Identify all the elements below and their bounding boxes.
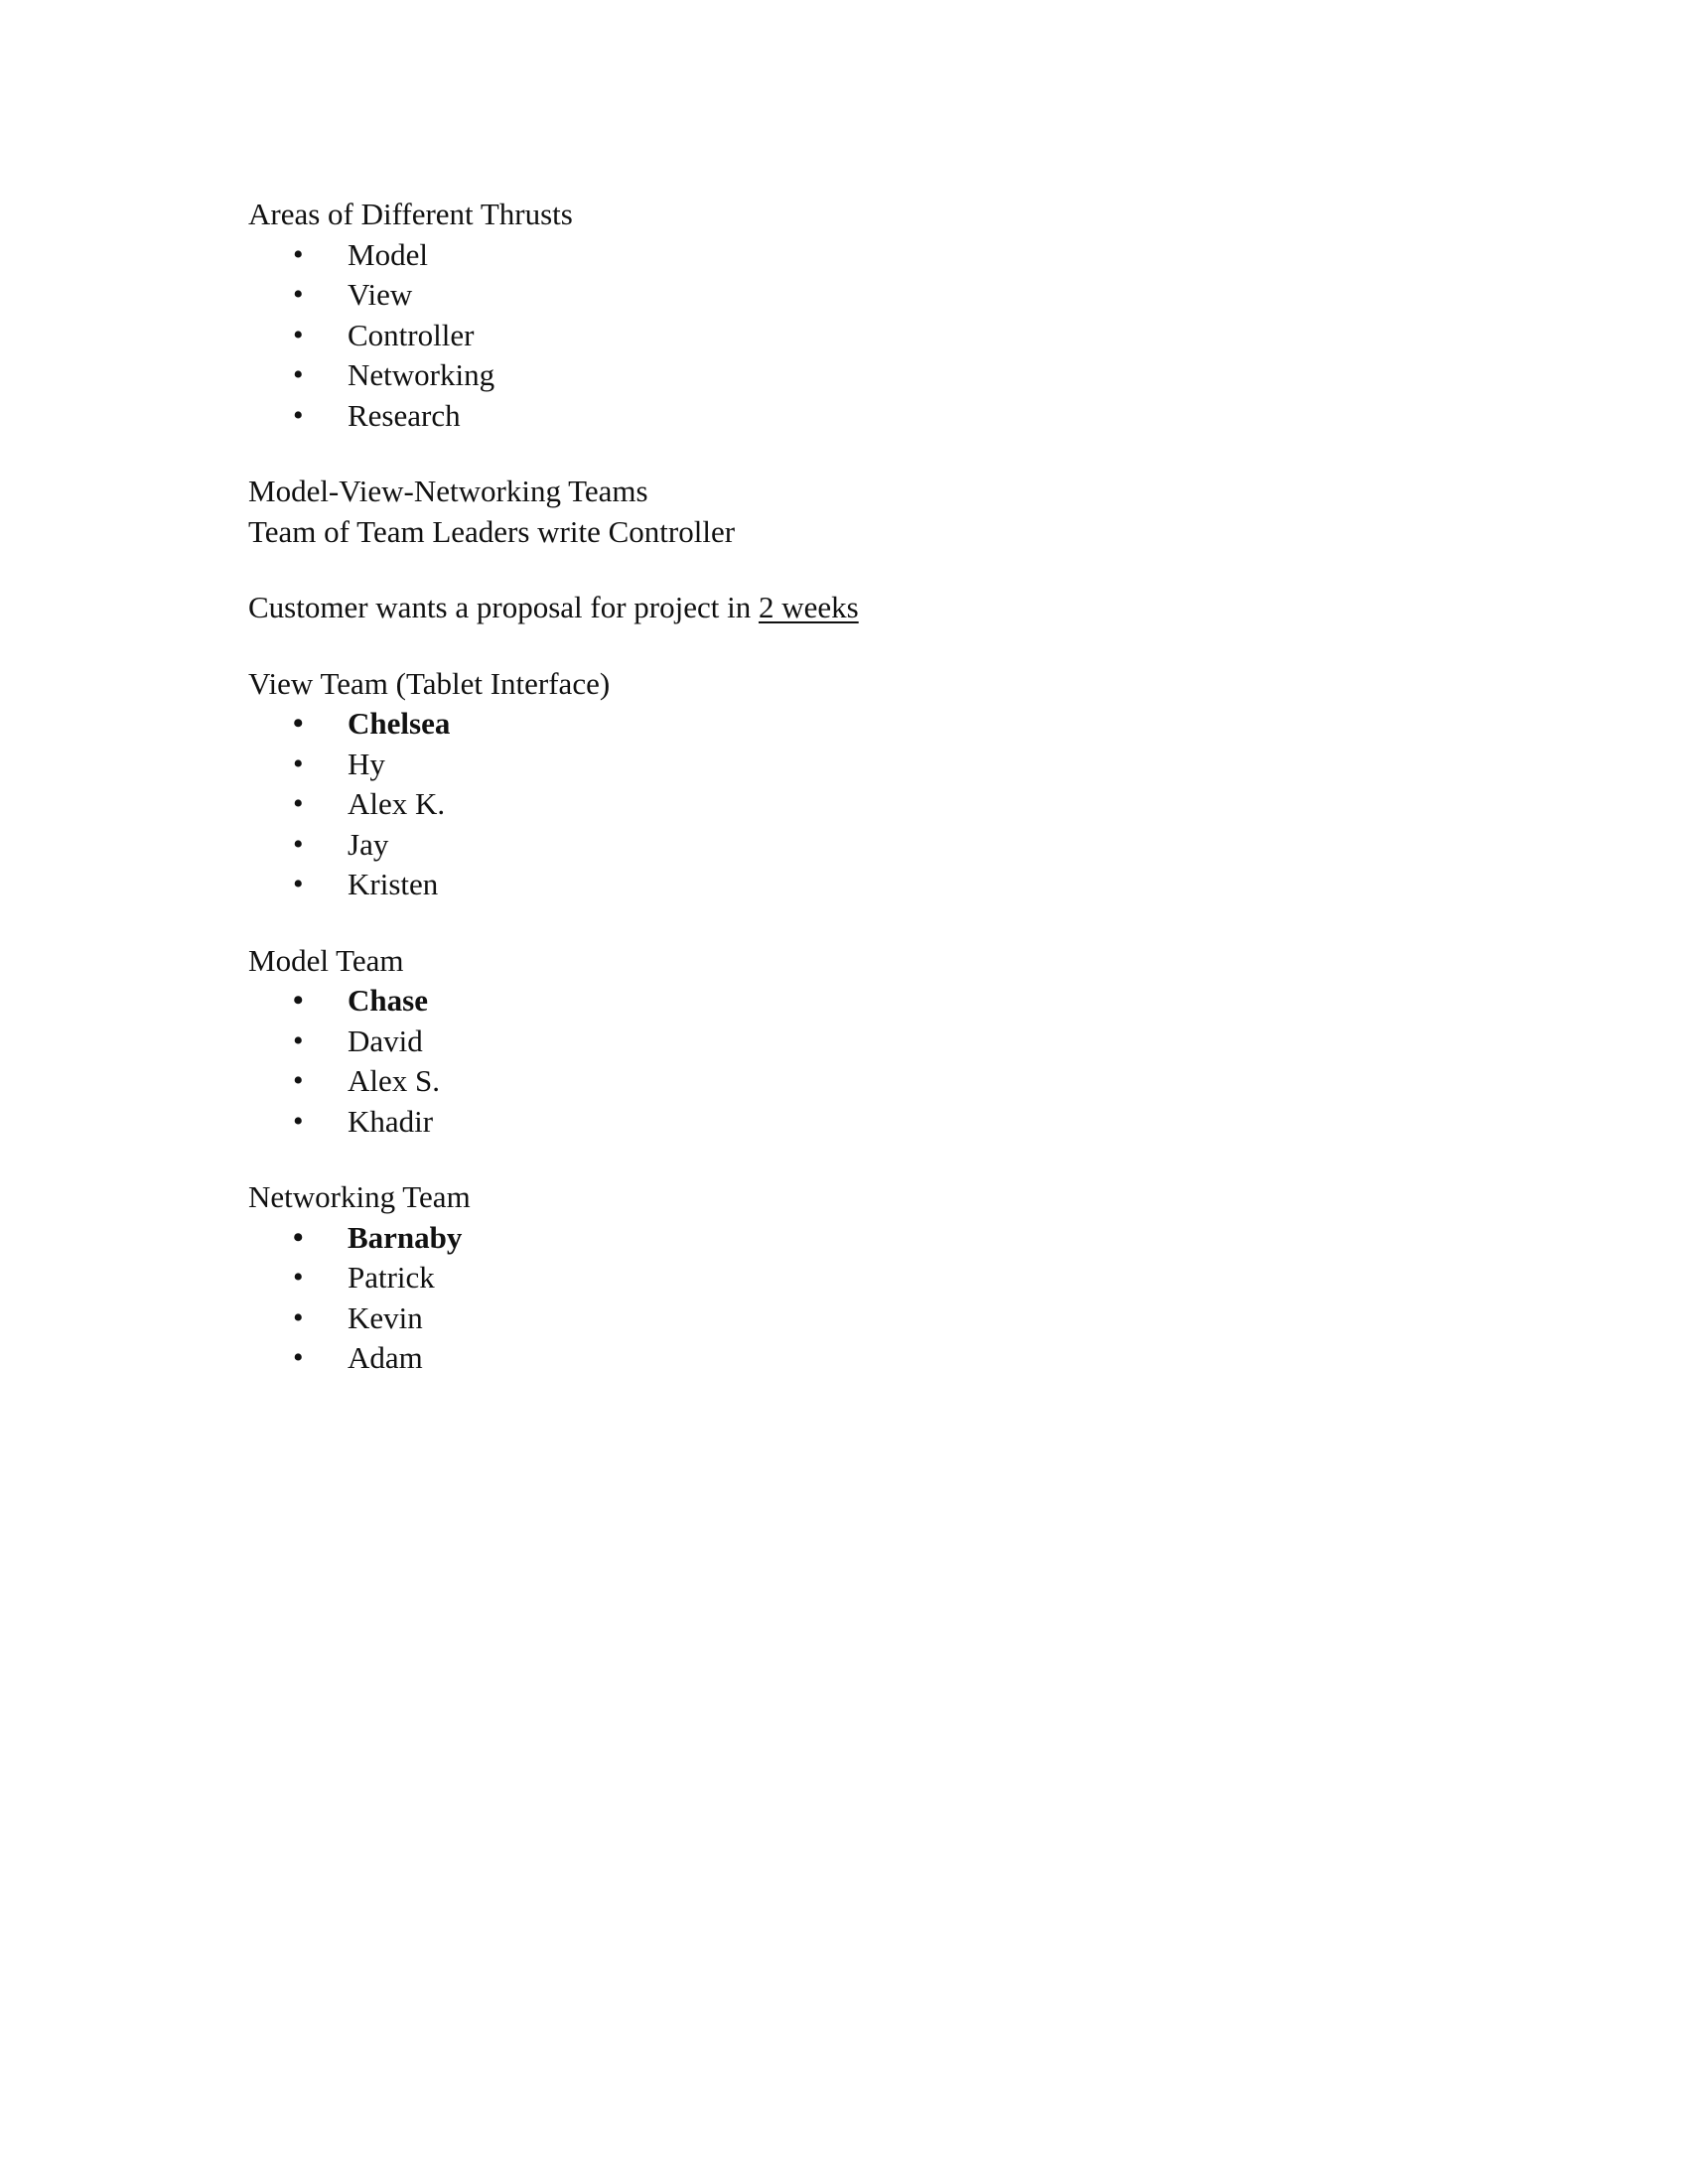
paragraph-gap: [248, 1142, 1440, 1177]
list-item: • Hy: [248, 745, 1440, 785]
customer-deadline: 2 weeks: [758, 590, 859, 624]
customer-text: Customer wants a proposal for project in: [248, 590, 759, 624]
list-item: • Khadir: [248, 1102, 1440, 1143]
team-leader: • Chase: [248, 981, 1440, 1022]
areas-section: [248, 195, 1440, 436]
list-item: • Jay: [248, 825, 1440, 866]
model-team-list: [248, 981, 1440, 1142]
list-item: • Networking: [248, 355, 1440, 396]
team-leader: • Barnaby: [248, 1218, 1440, 1259]
networking-team-heading: Networking Team: [248, 1179, 471, 1214]
list-item: • Controller: [248, 316, 1440, 356]
list-item: • Kristen: [248, 865, 1440, 905]
list-item: • David: [248, 1022, 1440, 1062]
areas-heading: Areas of Different Thrusts: [248, 197, 573, 231]
view-team-section: [248, 664, 1440, 905]
view-team-heading: View Team (Tablet Interface): [248, 665, 611, 701]
areas-list: [248, 235, 1440, 437]
networking-team-list: [248, 1218, 1440, 1379]
list-item: • Alex K.: [248, 784, 1440, 825]
list-item: • Kevin: [248, 1298, 1440, 1339]
list-item: • Model: [248, 235, 1440, 276]
list-item: • Alex S.: [248, 1061, 1440, 1102]
team-leader: • Chelsea: [248, 704, 1440, 745]
model-team-section: [248, 941, 1440, 1143]
structure-line-teams: Model-View-Networking Teams: [248, 474, 648, 508]
view-team-list: [248, 704, 1440, 905]
list-item: • Patrick: [248, 1258, 1440, 1298]
customer-line: [248, 588, 1440, 628]
list-item: • Adam: [248, 1338, 1440, 1379]
paragraph-gap: [248, 552, 1440, 588]
networking-team-section: [248, 1177, 1440, 1379]
list-item: • Research: [248, 396, 1440, 437]
document-body: [248, 195, 1440, 1379]
structure-section: [248, 472, 1440, 552]
paragraph-gap: [248, 905, 1440, 941]
customer-section: [248, 588, 1440, 628]
paragraph-gap: [248, 628, 1440, 664]
paragraph-gap: [248, 436, 1440, 472]
model-team-heading: Model Team: [248, 942, 404, 978]
structure-line-controller: Team of Team Leaders write Controller: [248, 513, 736, 549]
list-item: • View: [248, 275, 1440, 316]
